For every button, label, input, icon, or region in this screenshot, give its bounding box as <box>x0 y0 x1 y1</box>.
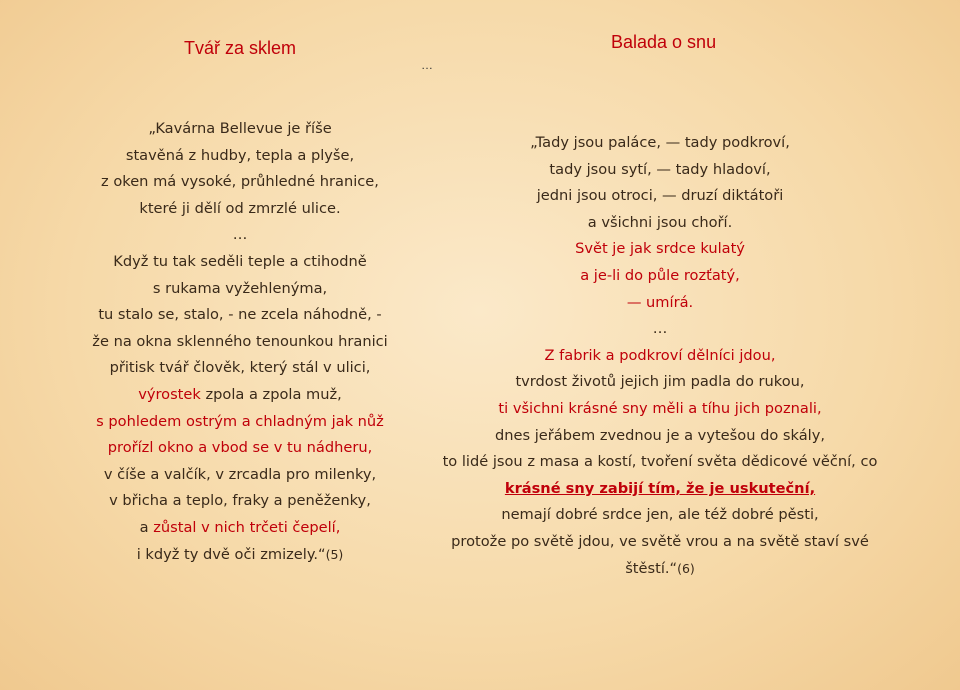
poem-line <box>40 196 440 223</box>
poem-line <box>40 382 440 409</box>
poem-line-text: které ji dělí od zmrzlé ulice. <box>139 199 341 217</box>
poem-left-text <box>40 116 440 568</box>
poem-line <box>40 488 440 515</box>
poem-title-left: Tvář za sklem <box>184 38 297 58</box>
poem-line <box>430 183 890 210</box>
poem-line-text: a všichni jsou choří. <box>587 213 733 231</box>
poem-line-text: zpola a zpola muž, <box>200 385 342 403</box>
poem-line-text: i když ty dvě oči zmizely.“ <box>136 545 326 563</box>
poem-line-text: nemají dobré srdce jen, ale též dobré pěsti, <box>501 506 819 524</box>
poem-line <box>430 449 890 476</box>
poem-line-text: výrostek <box>138 385 201 403</box>
poem-line-text: Svět je jak srdce kulatý <box>575 240 745 258</box>
poem-line-text: „Tady jsou paláce, — tady podkroví, <box>530 134 790 151</box>
poem-right-text <box>430 130 890 582</box>
poem-line <box>430 502 890 529</box>
poem-line-text: „Kavárna Bellevue je říše <box>148 120 332 137</box>
poem-line <box>40 249 440 276</box>
poem-line <box>430 290 890 317</box>
poem-line <box>430 157 890 184</box>
poem-line-text: … <box>652 320 668 338</box>
poem-line <box>430 263 890 290</box>
poem-line <box>430 210 890 237</box>
poem-line <box>40 329 440 356</box>
poem-line <box>40 143 440 170</box>
poem-line-text: stavěná z hudby, tepla a plyše, <box>125 146 355 164</box>
poem-line <box>40 355 440 382</box>
poem-line-text: jedni jsou otroci, — druzí diktátoři <box>536 187 784 205</box>
poem-line <box>40 462 440 489</box>
poem-line <box>40 169 440 196</box>
poem-line-text: z oken má vysoké, průhledné hranice, <box>101 173 379 191</box>
poem-line-text: že na okna sklenného tenounkou hranici <box>92 332 388 350</box>
poem-line <box>430 476 890 503</box>
poem-line <box>430 236 890 263</box>
poem-line-text: s pohledem ostrým a chladným jak nůž <box>96 412 384 430</box>
poem-line-text: a <box>139 518 154 536</box>
poem-line-text: Z fabrik a podkroví dělníci jdou, <box>544 346 776 364</box>
poem-line <box>40 276 440 303</box>
poem-line-text: tu stalo se, stalo, - ne zcela náhodně, - <box>98 306 382 324</box>
poem-line <box>40 222 440 249</box>
poem-line <box>430 529 890 556</box>
poem-line <box>40 542 440 569</box>
poem-line <box>430 316 890 343</box>
poem-line-text: prořízl okno a vbod se v tu nádheru, <box>107 439 373 457</box>
poem-line-text: tady jsou sytí, — tady hladoví, <box>549 160 771 178</box>
ellipsis-top: … <box>421 58 433 72</box>
poem-line <box>430 369 890 396</box>
poem-line-text: Když tu tak seděli teple a ctihodně <box>113 252 367 270</box>
poem-line-text: krásné sny zabijí tím, že je uskuteční, <box>504 479 816 497</box>
poem-line-text: v číše a valčík, v zrcadla pro milenky, <box>103 465 377 483</box>
poem-line-text: (6) <box>677 560 695 576</box>
poem-line <box>40 435 440 462</box>
poem-line <box>430 556 890 583</box>
poem-line-text: ti všichni krásné sny měli a tíhu jich poznali, <box>498 399 822 417</box>
poem-line <box>430 423 890 450</box>
poem-line <box>430 396 890 423</box>
poem-line <box>40 116 440 143</box>
poem-line-text: dnes jeřábem zvednou je a vytešou do skály, <box>495 426 825 444</box>
poem-line-text: přitisk tvář člověk, který stál v ulici, <box>109 359 371 377</box>
poem-line-text: protože po světě jdou, ve světě vrou a na světě staví své <box>451 532 869 550</box>
poem-line <box>40 515 440 542</box>
poem-line-text: s rukama vyžehlenýma, <box>152 279 328 297</box>
poem-line <box>430 343 890 370</box>
poem-line <box>40 302 440 329</box>
poem-line-text: štěstí.“ <box>625 559 678 577</box>
poem-title-right: Balada o snu <box>611 32 717 52</box>
poem-line-text: … <box>232 226 248 244</box>
poem-line-text: tvrdost životů jejich jim padla do rukou, <box>515 373 805 391</box>
poem-line-text: a je-li do půle rozťatý, <box>580 266 740 284</box>
poem-line <box>430 130 890 157</box>
poem-line-text: to lidé jsou z masa a kostí, tvoření světa dědicové věční, co <box>442 453 878 471</box>
poem-line <box>40 409 440 436</box>
poem-line-text: — umírá. <box>626 293 694 311</box>
poem-line-text: v břicha a teplo, fraky a peněženky, <box>109 492 371 510</box>
poem-line-text: zůstal v nich trčeti čepelí, <box>153 518 341 536</box>
poem-line-text: (5) <box>325 546 344 562</box>
